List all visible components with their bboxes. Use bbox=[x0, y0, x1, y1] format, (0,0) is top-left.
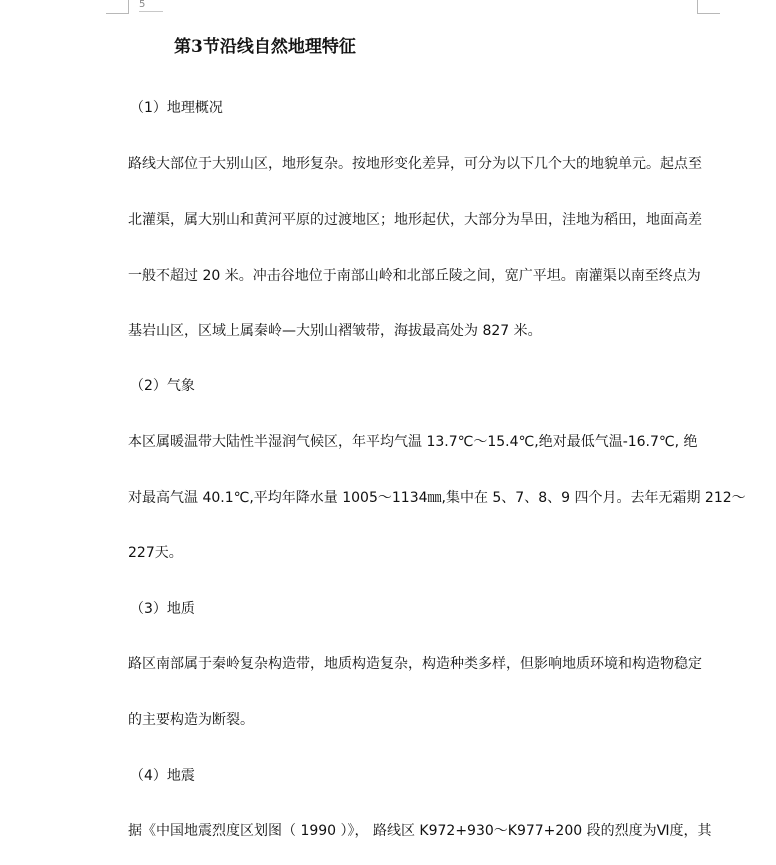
paragraph-line: 一般不超过 20 米。冲击谷地位于南部山岭和北部丘陵之间，宽广平坦。南灌渠以南至终点为 bbox=[128, 268, 701, 284]
paragraph-line: 的主要构造为断裂。 bbox=[128, 712, 254, 728]
paragraph-line: 路区南部属于秦岭复杂构造带，地质构造复杂，构造种类多样，但影响地质环境和构造物稳定 bbox=[128, 656, 702, 672]
paragraph-line: 对最高气温 40.1℃,平均年降水量 1005～1134㎜,集中在 5、7、8、9 四个月。去年无霜期 212～ bbox=[128, 490, 746, 506]
top-left-margin-mark bbox=[106, 0, 129, 14]
section-heading-weather: （2）气象 bbox=[130, 378, 195, 394]
section-heading-earthquake: （4）地震 bbox=[130, 768, 195, 784]
page-number: 5 bbox=[139, 0, 146, 10]
section-heading-geography: （1）地理概况 bbox=[130, 100, 223, 116]
section-title: 第3节沿线自然地理特征 bbox=[174, 37, 356, 57]
paragraph-line: 227天。 bbox=[128, 545, 183, 561]
paragraph-line: 北灌渠，属大别山和黄河平原的过渡地区；地形起伏，大部分为旱田，洼地为稻田，地面高差 bbox=[128, 212, 702, 228]
paragraph-line: 基岩山区，区域上属秦岭—大别山褶皱带，海拔最高处为 827 米。 bbox=[128, 323, 542, 339]
paragraph-line: 路线大部位于大别山区，地形复杂。按地形变化差异，可分为以下几个大的地貌单元。起点至 bbox=[128, 156, 702, 172]
top-right-margin-mark bbox=[697, 0, 720, 14]
page-number-rule bbox=[139, 11, 163, 12]
paragraph-line: 据《中国地震烈度区划图（ 1990 ）》， 路线区 K972+930～K977+200 段的烈度为Ⅵ度，其 bbox=[128, 823, 712, 839]
section-heading-geology: （3）地质 bbox=[130, 601, 195, 617]
paragraph-line: 本区属暖温带大陆性半湿润气候区，年平均气温 13.7℃～15.4℃,绝对最低气温-16.7℃, 绝 bbox=[128, 434, 698, 450]
